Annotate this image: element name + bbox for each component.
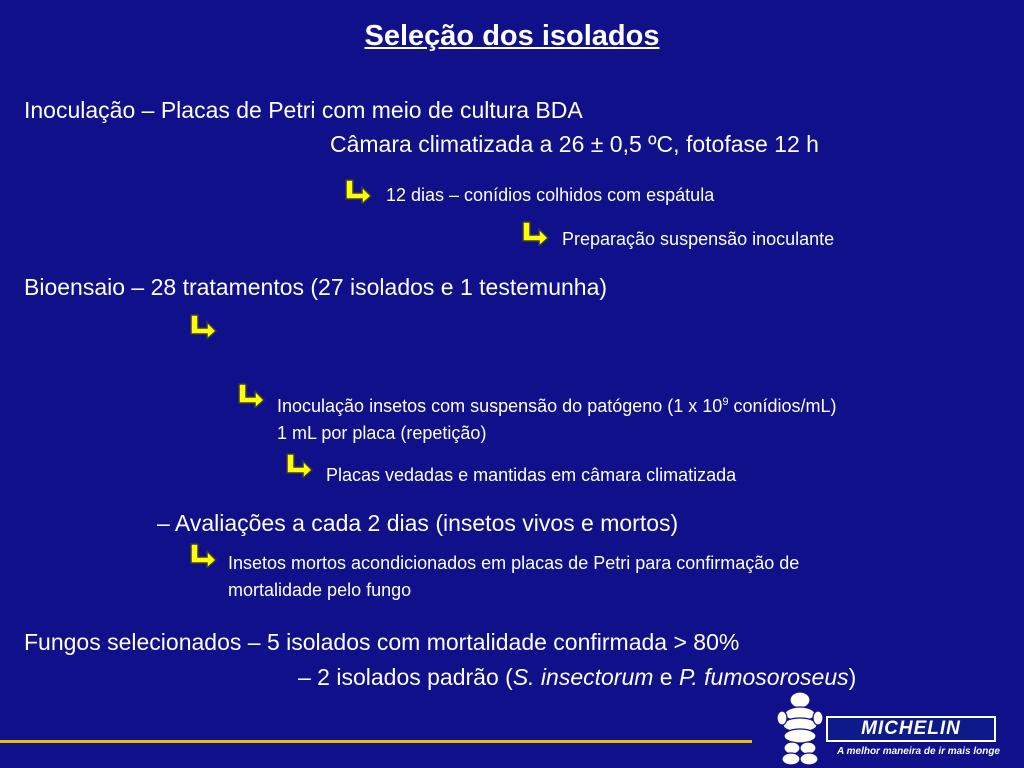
michelin-mascot-icon: [776, 690, 824, 768]
inoculation-line-2: Câmara climatizada a 26 ± 0,5 ºC, fotofase 12 h: [330, 131, 819, 157]
bioassay-evaluations: – Avaliações a cada 2 dias (insetos vivos e mortos): [157, 510, 679, 536]
inoculation-step-1: 12 dias – conídios colhidos com espátula: [386, 185, 715, 205]
bioassay-sealed: Placas vedadas e mantidas em câmara climatizada: [326, 465, 737, 485]
logo-tagline: A melhor maneira de ir mais longe: [836, 746, 1000, 757]
arrow-icon: [188, 313, 218, 339]
inoculation-line-1: Inoculação – Placas de Petri com meio de cultura BDA: [24, 97, 583, 123]
arrow-icon: [343, 178, 373, 204]
page-title: Seleção dos isolados: [364, 20, 660, 52]
logo-brand: MICHELIN: [861, 718, 961, 739]
arrow-icon: [236, 382, 266, 408]
arrow-icon: [520, 220, 550, 246]
arrow-icon: [284, 452, 314, 478]
michelin-logo: [826, 716, 996, 742]
footer-divider: [0, 740, 752, 743]
bioassay-heading: Bioensaio – 28 tratamentos (27 isolados e 1 testemunha): [24, 274, 608, 300]
bioassay-inoculation-line-2: 1 mL por placa (repetição): [277, 423, 487, 443]
fungi-line-2: – 2 isolados padrão (S. insectorum e P. fumosoroseus): [298, 664, 857, 690]
species-1: S. insectorum: [512, 664, 654, 690]
fungi-line-1: Fungos selecionados – 5 isolados com mortalidade confirmada > 80%: [24, 629, 740, 655]
inoculation-step-2: Preparação suspensão inoculante: [562, 229, 835, 249]
bioassay-dead-line-1: Insetos mortos acondicionados em placas de Petri para confirmação de: [228, 553, 800, 573]
bioassay-inoculation-line-1: Inoculação insetos com suspensão do patógeno (1 x $10^9$ conídios/mL): [277, 396, 837, 416]
species-2: P. fumosoroseus: [679, 664, 849, 690]
bioassay-dead-line-2: mortalidade pelo fungo: [228, 580, 412, 600]
arrow-icon: [188, 542, 218, 568]
